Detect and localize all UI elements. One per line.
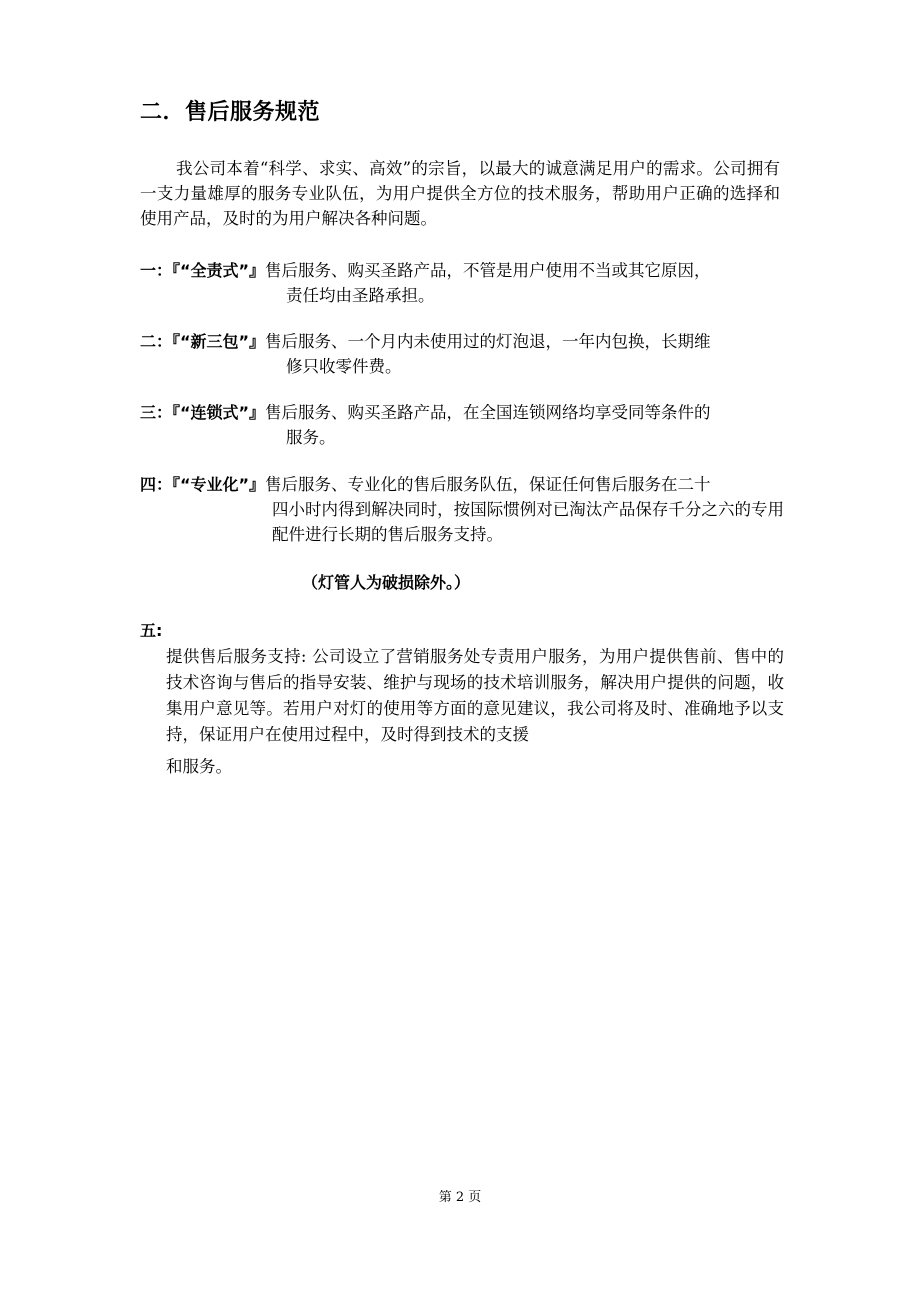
service-item-5 <box>140 618 784 780</box>
service-item-label: 五: <box>140 621 163 640</box>
service-item-text-rest: 修只收零件费。 <box>286 357 402 376</box>
service-item-text-first: 售后服务、购买圣路产品，不管是用户使用不当或其它原因， <box>265 261 711 280</box>
service-item-label: 一：『“全责式”』 <box>140 261 266 280</box>
page-number: 第 2 页 <box>438 1190 482 1205</box>
service-item-1 <box>140 258 784 308</box>
service-item-2 <box>140 329 784 379</box>
exception-note: （灯管人为破损除外。） <box>302 573 471 592</box>
service-item-label: 二：『“新三包”』 <box>140 332 266 351</box>
section-heading: 二．售后服务规范 <box>140 100 321 125</box>
service-item-label: 四：『“专业化”』 <box>140 475 266 494</box>
service-item-3 <box>140 400 784 450</box>
service-item-text-first: 售后服务、专业化的售后服务队伍，保证任何售后服务在二十 <box>265 475 711 494</box>
intro-paragraph: 我公司本着“科学、求实、高效”的宗旨，以最大的诚意满足用户的需求。公司拥有一支力量雄厚的服务专业队伍，为用户提供全方位的技术服务，帮助用户正确的选择和使用产品，及时的为用户解决各种问题。 <box>140 159 780 228</box>
service-item-text-first: 售后服务、一个月内未使用过的灯泡退，一年内包换，长期维 <box>265 332 711 351</box>
service-item-text-rest: 服务。 <box>286 428 336 447</box>
service-item-4 <box>140 472 784 547</box>
service-item-text-rest: 责任均由圣路承担。 <box>286 286 435 305</box>
service-item-label: 三：『“连锁式”』 <box>140 403 266 422</box>
service-item-text-first: 售后服务、购买圣路产品，在全国连锁网络均享受同等条件的 <box>265 403 711 422</box>
service-item-text-rest: 四小时内得到解决同时，按国际惯例对已淘汰产品保存千分之六的专用配件进行长期的售后服务支持。 <box>272 500 784 544</box>
service-item-text: 提供售后服务支持: 公司设立了营销服务处专责用户服务，为用户提供售前、售中的技术咨询与售后的指导安装、维护与现场的技术培训服务，解决用户提供的问题，收集用户意见等。若用户对灯的使用等方面的意见建议，我公司将及时、准确地予以支持，保证用户在使用过程中，及时得到技术的支援 <box>166 647 784 744</box>
service-item-text-last: 和服务。 <box>166 757 232 776</box>
